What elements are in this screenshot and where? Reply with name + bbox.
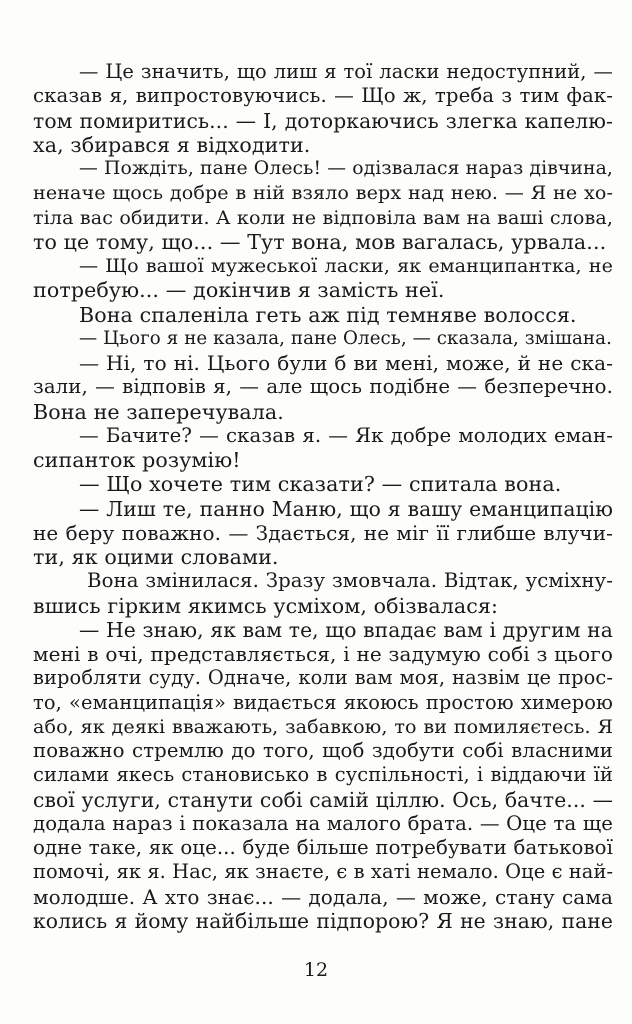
text-line: — Цього я не казала, пане Олесь, — сказала, змішана.	[79, 327, 612, 349]
text-line: молодше. А хто знає... — додала, — може, стану сама	[33, 884, 613, 909]
text-line: силами якесь становисько в суспільності, і віддаючи їй	[33, 763, 613, 787]
text-line: сказав я, випростовуючись. — Що ж, треба з тим фак-	[33, 84, 613, 108]
text-line: або, як деякі вважають, забавкою, то ви помиляєтесь. Я	[33, 714, 613, 738]
text-line: Вона спаленіла геть аж під темняве волосся.	[79, 302, 577, 327]
text-line: виробляти суду. Одначе, коли вам моя, назвім це прос-	[33, 666, 613, 690]
text-line: потребую... — докінчив я замість неї.	[33, 278, 445, 303]
text-line: — Бачите? — сказав я. — Як добре молодих еман-	[79, 423, 613, 447]
text-line: — Це значить, що лиш я тої ласки недоступний, —	[79, 60, 613, 83]
text-line: додала нараз і показала на малого брата. — Оце та ще	[33, 811, 613, 835]
text-line: ха, збирався я відходити.	[33, 132, 311, 157]
text-line: ти, як оцими словами.	[33, 545, 279, 569]
text-line: — Що вашої мужеської ласки, як еманципантка, не	[79, 254, 613, 277]
body-text	[33, 60, 613, 933]
text-line: не беру поважно. — Здається, не міг її глибше влучи-	[33, 520, 613, 545]
text-line: — Ні, то ні. Цього були б ви мені, може, й не ска-	[79, 351, 613, 375]
text-line: Вона змінилася. Зразу змовчала. Відтак, усміхну-	[87, 569, 613, 593]
text-line: мені в очі, представляється, і не задумую собі з цього	[33, 642, 613, 666]
text-line: сипанток розумію!	[33, 448, 241, 472]
text-line: тіла вас обидити. А коли не відповіла вам на ваші слова,	[33, 205, 613, 229]
text-line: то це тому, що... — Тут вона, мов вагалась, урвала...	[33, 229, 607, 254]
text-line: помочі, як я. Нас, як знаєте, є в хаті немало. Оце є най-	[33, 860, 613, 884]
text-line: зали, — відповів я, — але щось подібне — безперечно.	[33, 375, 613, 399]
text-line: вшись гірким якимсь усміхом, обізвалася:	[33, 593, 499, 618]
page-number: 12	[303, 959, 329, 981]
text-line: — Що хочете тим сказати? — спитала вона.	[79, 472, 562, 497]
text-line: поважно стремлю до того, щоб здобути собі власними	[33, 739, 613, 762]
text-line: колись я йому найбільше підпорою? Я не знаю, пане	[33, 908, 613, 933]
text-line: то, «еманципація» видається якоюсь простою химерою	[33, 690, 613, 714]
text-line: — Не знаю, як вам те, що впадає вам і другим на	[79, 617, 613, 642]
text-line: — Пождіть, пане Олесь! — одізвалася нараз дівчина,	[79, 158, 613, 179]
text-line: Вона не заперечувала.	[33, 399, 284, 424]
text-line: неначе щось добре в ній взяло верх над нею. — Я не хо-	[33, 181, 613, 205]
text-line: том помиритись... — І, доторкаючись злегка капелю-	[33, 108, 613, 133]
text-line: одне таке, як оце... буде більше потребувати батькової	[33, 836, 613, 859]
text-line: свої услуги, станути собі самій ціллю. Ось, бачте... —	[33, 787, 613, 812]
text-line: — Лиш те, панно Маню, що я вашу еманципацію	[79, 496, 613, 521]
